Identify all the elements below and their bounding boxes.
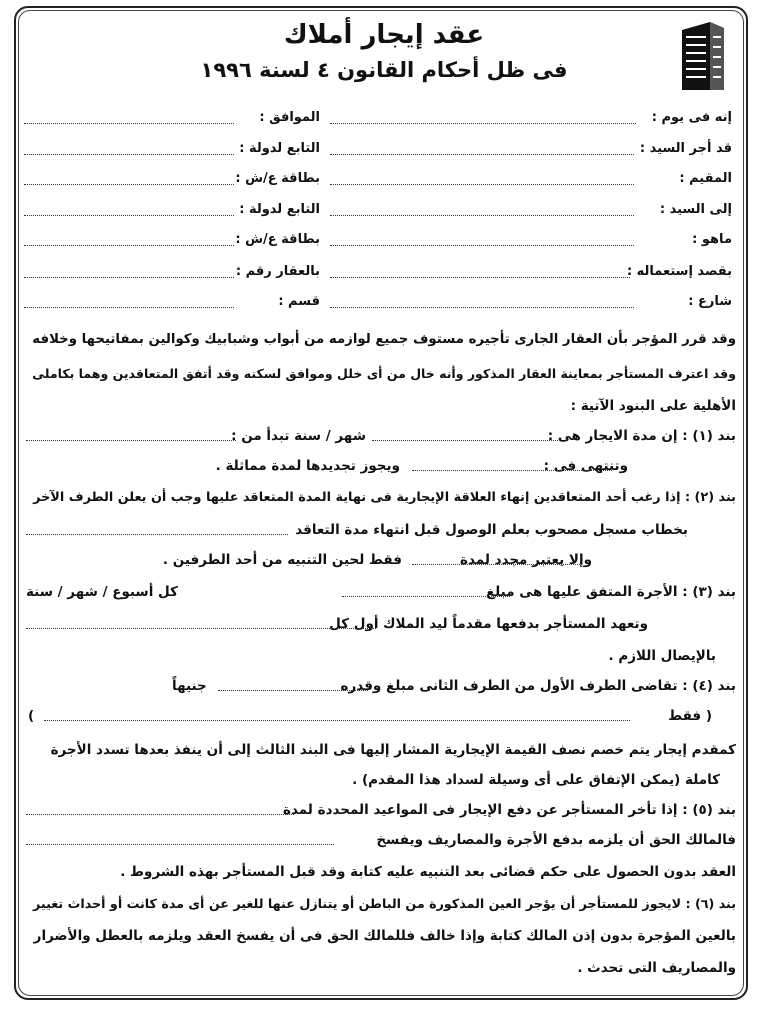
- clause-1-unit: شهر / سنة تبدأ من :: [231, 428, 366, 444]
- field-district[interactable]: [24, 294, 320, 316]
- field-purpose[interactable]: [330, 264, 732, 286]
- field-lessor-label: قد أجر السيد :: [639, 141, 732, 156]
- clause-1-label: بند (١) : إن مدة الايجار هى :: [547, 428, 736, 444]
- field-street-label: شارع :: [688, 294, 732, 309]
- field-nationality1-label: التابع لدولة :: [239, 141, 320, 156]
- clause-5-label: بند (٥) : إذا تأخر المستأجر عن دفع الإيجار فى المواعيد المحددة لمدة: [282, 802, 736, 818]
- clause-2-notice: بخطاب مسجل مصحوب بعلم الوصول قبل انتهاء مدة التعاقد: [295, 522, 688, 538]
- clause-4-close: ): [28, 708, 35, 724]
- field-street-line: [330, 307, 634, 308]
- clause-1-end-label: وتنتهى فى :: [543, 458, 628, 474]
- field-card1[interactable]: [24, 171, 320, 193]
- field-to-mr[interactable]: [330, 202, 732, 224]
- paragraph-capacity: الأهلية على البنود الآتية :: [570, 398, 736, 414]
- field-to-mr-line: [330, 215, 634, 216]
- field-and-is-line: [330, 245, 634, 246]
- clause-4-label: بند (٤) : تقاضى الطرف الأول من الطرف الثانى مبلغ وقدره: [340, 678, 736, 694]
- field-property-no[interactable]: [24, 264, 320, 286]
- clause-2-renewal: وإلا يعتبر مجدد لمدة: [460, 552, 592, 568]
- clause-2-until: فقط لحين التنبيه من أحد الطرفين .: [162, 552, 402, 568]
- clause-2-period-line[interactable]: [412, 564, 582, 565]
- field-card2-label: بطاقة ع/ش :: [235, 232, 320, 247]
- field-street[interactable]: [330, 294, 732, 316]
- clause-3-amount-line[interactable]: [342, 596, 510, 597]
- field-district-line: [24, 307, 234, 308]
- field-lessor[interactable]: [330, 141, 732, 163]
- clause-4-words-line[interactable]: [44, 720, 630, 721]
- clause-6-expenses: والمصاريف التى تحدث .: [577, 960, 736, 976]
- clause-1-end-line[interactable]: [412, 470, 612, 471]
- clause-6-text: بند (٦) : لايجوز للمستأجر أن يؤجر العين المذكورة من الباطن أو يتنازل عنها للغير عن أى مدة كانت أو أحداث تغيير: [33, 896, 736, 911]
- field-property-no-label: بالعقار رقم :: [235, 264, 320, 279]
- clause-5-right-line[interactable]: [26, 844, 334, 845]
- field-purpose-line: [330, 277, 630, 278]
- field-district-label: قسم :: [278, 294, 320, 309]
- field-and-is-label: ماهو :: [692, 232, 732, 247]
- field-corresponding-line: [24, 123, 234, 124]
- clause-1-start-line[interactable]: [26, 440, 236, 441]
- clause-2-text: بند (٢) : إذا رغب أحد المتعاقدين إنهاء العلاقة الإيجارية فى نهاية المدة المتعاقد عليها وجب أن يعلن الطرف الآخر: [33, 490, 736, 505]
- field-day-line: [330, 123, 636, 124]
- field-lessor-line: [330, 154, 634, 155]
- field-nationality2[interactable]: [24, 202, 320, 224]
- clause-3-due-line[interactable]: [26, 628, 376, 629]
- field-card2-line: [24, 245, 234, 246]
- clause-1-renewal: ويجوز تجديدها لمدة مماثلة .: [215, 458, 400, 474]
- field-nationality2-label: التابع لدولة :: [239, 202, 320, 217]
- field-day[interactable]: [330, 110, 732, 132]
- field-residing[interactable]: [330, 171, 732, 193]
- clause-5-right: فالمالك الحق أن يلزمه بدفع الأجرة والمصاريف ويفسخ: [376, 832, 736, 848]
- clause-4-currency: جنيهاً: [172, 678, 207, 694]
- field-card2[interactable]: [24, 232, 320, 254]
- clause-4-deduction: كمقدم إيجار يتم خصم نصف القيمة الإيجارية المشار إليها فى البند الثالث إلى أن ينفذ بعدها تسدد الأجرة: [50, 742, 736, 758]
- field-purpose-label: بقصد إستعماله :: [626, 264, 732, 279]
- document-subtitle: فى ظل أحكام القانون ٤ لسنة ١٩٩٦: [200, 58, 568, 82]
- field-corresponding[interactable]: [24, 110, 320, 132]
- clause-1-duration-line[interactable]: [372, 440, 558, 441]
- paragraph-fixtures: وقد قرر المؤجر بأن العقار الجارى تأجيره مستوف جميع لوازمه من أبواب وشبابيك وكوالين بمفاتيحها وخلافه: [32, 332, 736, 347]
- clause-5-delay-line[interactable]: [26, 814, 294, 815]
- field-card1-label: بطاقة ع/ش :: [235, 171, 320, 186]
- document-title: عقد إيجار أملاك: [283, 20, 485, 50]
- paragraph-inspection: وقد اعترف المستأجر بمعاينة العقار المذكور وأنه خال من أى خلل وموافق لسكنه وقد أتفق المتعاقدين وهما بكاملى: [32, 366, 736, 381]
- clause-4-only: ( فقط: [668, 708, 712, 724]
- field-day-label: إنه فى يوم :: [651, 110, 732, 125]
- clause-4-settlement: كاملة (يمكن الإتفاق على أى وسيلة لسداد هذا المقدم) .: [352, 772, 720, 788]
- clause-2-notice-line[interactable]: [26, 534, 288, 535]
- clause-3-undertaking: وتعهد المستأجر بدفعها مقدماً ليد الملاك أول كل: [329, 616, 648, 632]
- field-to-mr-label: إلى السيد :: [659, 202, 732, 217]
- field-nationality1[interactable]: [24, 141, 320, 163]
- clause-3-label: بند (٣) : الأجرة المتفق عليها هى مبلغ: [485, 584, 736, 600]
- field-card1-line: [24, 184, 234, 185]
- clause-3-period: كل أسبوع / شهر / سنة: [26, 584, 178, 600]
- field-nationality2-line: [24, 215, 234, 216]
- field-corresponding-label: الموافق :: [259, 110, 320, 125]
- field-residing-label: المقيم :: [679, 171, 732, 186]
- field-property-no-line: [24, 277, 234, 278]
- field-nationality1-line: [24, 154, 234, 155]
- clause-3-receipt: بالإيصال اللازم .: [608, 648, 716, 664]
- field-residing-line: [330, 184, 634, 185]
- field-and-is[interactable]: [330, 232, 732, 254]
- clause-6-consent: بالعين المؤجرة بدون إذن المالك كتابة وإذا خالف فللمالك الحق فى أن يفسخ العقد ويلزمه بالعطل والأضرار: [33, 928, 736, 944]
- clause-5-termination: العقد بدون الحصول على حكم قضائى بعد التنبيه عليه كتابة وقد قبل المستأجر بهذه الشروط .: [120, 864, 736, 880]
- clause-4-amount-line[interactable]: [218, 690, 368, 691]
